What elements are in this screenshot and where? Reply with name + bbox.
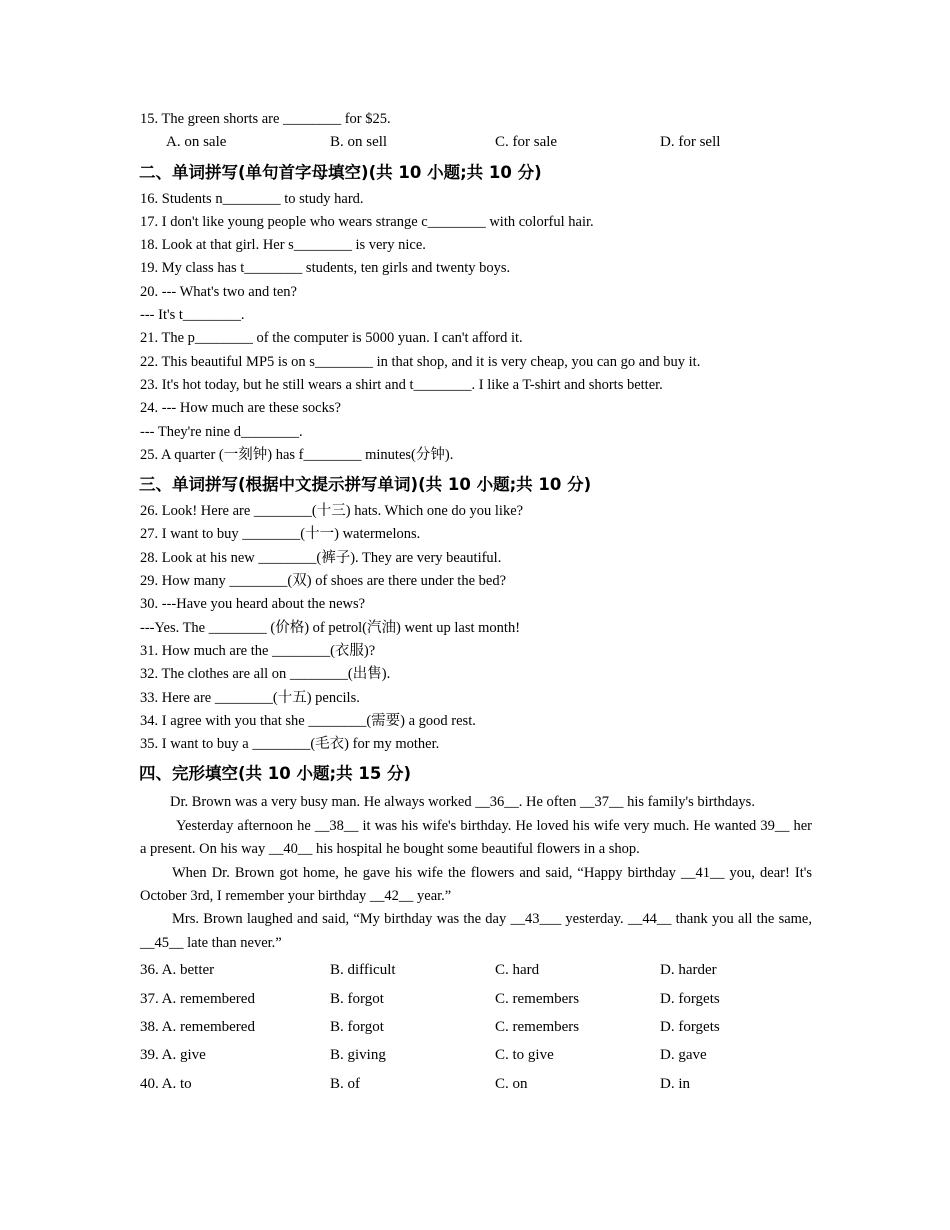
option-b: B. on sell: [330, 134, 388, 151]
choice-row-40: 40. A. to B. of C. on D. in: [140, 1075, 690, 1092]
section-2-heading: 二、单词拼写(单句首字母填空)(共 10 小题;共 10 分): [139, 162, 542, 182]
blank-44: __44__: [627, 911, 672, 928]
question-line: --- It's t________.: [140, 307, 245, 324]
passage-paragraph-2: Yesterday afternoon he __38__ it was his wife's birthday. He loved his wife very much. He wanted 39__ her a present. On his way __40__ his hospital he bought some beautiful flowers in a shop.: [140, 817, 813, 858]
option-c: C. for sale: [495, 134, 558, 151]
blank-40: __40__: [268, 841, 313, 858]
blank-38: __38__: [314, 817, 359, 834]
question-line: 30. ---Have you heard about the news?: [140, 596, 366, 613]
passage-paragraph-1: Dr. Brown was a very busy man. He always worked __36__. He often __37__ his family's birthdays.: [170, 794, 755, 811]
blank-42: __42__: [369, 888, 414, 905]
question-line: 17. I don't like young people who wears strange c________ with colorful hair.: [140, 213, 594, 230]
blank-43: __43___: [510, 911, 562, 928]
question-15: 15. The green shorts are ________ for $25.: [140, 111, 391, 127]
cloze-choices: [140, 956, 812, 1098]
cloze-passage: [140, 791, 812, 955]
passage-paragraph-4: Mrs. Brown laughed and said, “My birthday was the day __43___ yesterday. __44__ thank you all the same, __45__ late than never.”: [140, 911, 812, 951]
question-line: 23. It's hot today, but he still wears a shirt and t________. I like a T-shirt and shorts better.: [140, 376, 663, 393]
question-line: 21. The p________ of the computer is 5000 yuan. I can't afford it.: [140, 330, 523, 347]
passage-paragraph-3: When Dr. Brown got home, he gave his wife the flowers and said, “Happy birthday __41__ you, dear! It's October 3rd, I remember your birthday __42__ year.”: [140, 864, 812, 905]
question-line: 18. Look at that girl. Her s________ is very nice.: [140, 237, 426, 254]
exam-page: [140, 108, 812, 1098]
section-3-heading: 三、单词拼写(根据中文提示拼写单词)(共 10 小题;共 10 分): [139, 475, 592, 495]
question-15-options: [140, 131, 812, 154]
choice-row-37: 37. A. remembered B. forgot C. remembers D. forgets: [140, 990, 720, 1007]
question-line: --- They're nine d________.: [140, 423, 303, 440]
question-line: 20. --- What's two and ten?: [140, 283, 297, 300]
question-line: 16. Students n________ to study hard.: [140, 190, 364, 207]
blank-36: __36__: [475, 794, 519, 811]
blank-41: __41__: [680, 864, 725, 881]
option-a: A. on sale: [166, 134, 227, 151]
question-line: 29. How many ________(双) of shoes are there under the bed?: [140, 573, 507, 590]
question-line: 33. Here are ________(十五) pencils.: [140, 689, 360, 706]
question-line: 25. A quarter (一刻钟) has f________ minutes(分钟).: [140, 446, 454, 463]
question-line: 24. --- How much are these socks?: [140, 400, 341, 417]
blank-37: __37__: [579, 794, 624, 811]
question-line: 27. I want to buy ________(十一) watermelons.: [140, 526, 421, 543]
question-line: 35. I want to buy a ________(毛衣) for my mother.: [140, 736, 440, 753]
blank-45: __45__: [140, 934, 184, 951]
question-line: 31. How much are the ________(衣服)?: [140, 642, 376, 659]
option-d: D. for sell: [660, 134, 721, 151]
question-line: 34. I agree with you that she ________(需要) a good rest.: [140, 712, 476, 729]
section-4-heading: 四、完形填空(共 10 小题;共 15 分): [139, 764, 412, 784]
section-2-questions: [140, 188, 812, 468]
question-line: 28. Look at his new ________(裤子). They are very beautiful.: [140, 549, 502, 566]
question-line: ---Yes. The ________ (价格) of petrol(汽油) went up last month!: [140, 619, 521, 636]
question-line: 32. The clothes are all on ________(出售).: [140, 666, 391, 683]
question-line: 26. Look! Here are ________(十三) hats. Which one do you like?: [140, 503, 524, 520]
blank-39: 39__: [760, 817, 790, 834]
section-3-questions: [140, 500, 812, 756]
choice-row-39: 39. A. give B. giving C. to give D. gave: [140, 1047, 707, 1064]
question-line: 22. This beautiful MP5 is on s________ in that shop, and it is very cheap, you can go and buy it.: [140, 353, 701, 370]
choice-row-36: 36. A. better B. difficult C. hard D. harder: [140, 962, 717, 979]
choice-row-38: 38. A. remembered B. forgot C. remembers D. forgets: [140, 1019, 720, 1036]
question-line: 19. My class has t________ students, ten girls and twenty boys.: [140, 260, 511, 277]
